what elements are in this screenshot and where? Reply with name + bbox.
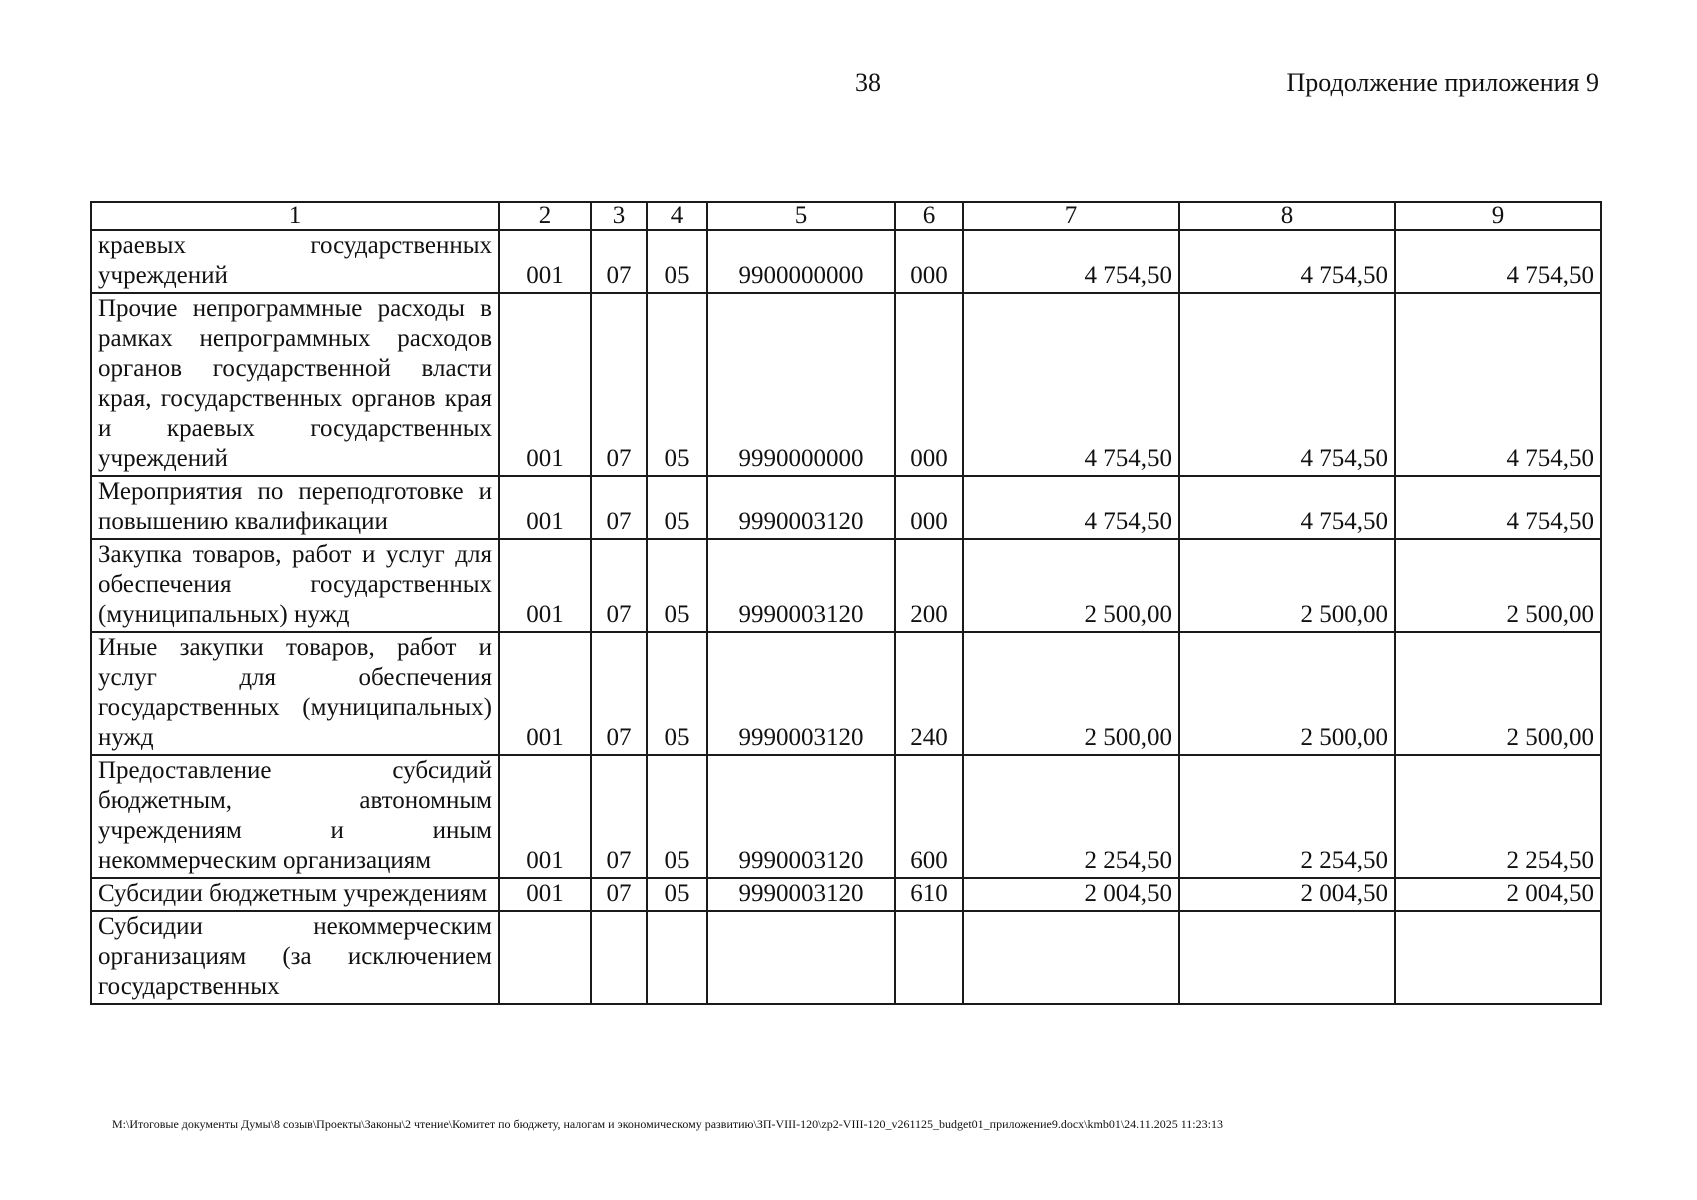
section-code-cell: 07 [591,293,647,476]
target-article-cell: 9990003120 [707,755,895,878]
expense-type-cell: 240 [895,632,963,755]
expense-type-cell: 000 [895,230,963,293]
amount-col9-cell: 4 754,50 [1395,230,1601,293]
amount-col7-cell: 4 754,50 [963,293,1179,476]
item-name-cell: Закупка товаров, работ и услуг для обеспечения государственных (муниципальных) нужд [91,539,499,632]
amount-col8-cell: 2 004,50 [1179,878,1395,911]
subsection-code-cell: 05 [647,293,707,476]
table-row [91,878,1601,911]
target-article-cell: 9990003120 [707,632,895,755]
column-number-cell: 2 [499,202,591,230]
section-code-cell: 07 [591,230,647,293]
subsection-code-cell: 05 [647,632,707,755]
amount-col9-cell: 4 754,50 [1395,476,1601,539]
expense-type-cell: 200 [895,539,963,632]
column-number-cell: 9 [1395,202,1601,230]
table-row [91,632,1601,755]
expense-type-cell: 600 [895,755,963,878]
item-name-cell: краевых государственных учреждений [91,230,499,293]
amount-col8-cell: 4 754,50 [1179,293,1395,476]
section-code-cell: 07 [591,878,647,911]
amount-col7-cell: 2 004,50 [963,878,1179,911]
subsection-code-cell: 05 [647,539,707,632]
document-file-path: M:\Итоговые документы Думы\8 созыв\Проекты\Законы\2 чтение\Комитет по бюджету, налогам и экономическому развитию\ЗП-VIII-120\zp2-VIII-120_v261125_budget01_приложение9.docx\kmb01\24.11.2025 11:23:13 [112,1117,1223,1131]
amount-col7-cell [963,911,1179,1004]
amount-col9-cell: 2 500,00 [1395,632,1601,755]
section-code-cell: 07 [591,539,647,632]
ministry-code-cell [499,911,591,1004]
amount-col7-cell: 2 254,50 [963,755,1179,878]
amount-col8-cell: 2 500,00 [1179,539,1395,632]
appendix-continuation-note: Продолжение приложения 9 [1286,68,1599,97]
table-row [91,539,1601,632]
target-article-cell: 9990000000 [707,293,895,476]
amount-col8-cell: 4 754,50 [1179,230,1395,293]
amount-col9-cell [1395,911,1601,1004]
target-article-cell: 9990003120 [707,476,895,539]
amount-col9-cell: 2 004,50 [1395,878,1601,911]
amount-col9-cell: 2 254,50 [1395,755,1601,878]
item-name-cell: Субсидии бюджетным учреждениям [91,878,499,911]
table-row [91,476,1601,539]
section-code-cell: 07 [591,476,647,539]
table-row [91,293,1601,476]
amount-col8-cell: 4 754,50 [1179,476,1395,539]
amount-col7-cell: 2 500,00 [963,539,1179,632]
ministry-code-cell: 001 [499,878,591,911]
subsection-code-cell: 05 [647,878,707,911]
expense-type-cell: 000 [895,476,963,539]
subsection-code-cell: 05 [647,476,707,539]
amount-col9-cell: 4 754,50 [1395,293,1601,476]
ministry-code-cell: 001 [499,632,591,755]
section-code-cell: 07 [591,632,647,755]
amount-col7-cell: 4 754,50 [963,476,1179,539]
target-article-cell: 9900000000 [707,230,895,293]
ministry-code-cell: 001 [499,476,591,539]
column-number-cell: 8 [1179,202,1395,230]
item-name-cell: Предоставление субсидий бюджетным, автономным учреждениям и иным некоммерческим организациям [91,755,499,878]
subsection-code-cell: 05 [647,230,707,293]
amount-col9-cell: 2 500,00 [1395,539,1601,632]
subsection-code-cell [647,911,707,1004]
expense-type-cell [895,911,963,1004]
column-number-row [91,202,1601,230]
table-row [91,911,1601,1004]
ministry-code-cell: 001 [499,539,591,632]
item-name-cell: Прочие непрограммные расходы в рамках непрограммных расходов органов государственной власти края, государственных органов края и краевых государственных учреждений [91,293,499,476]
ministry-code-cell: 001 [499,755,591,878]
section-code-cell [591,911,647,1004]
amount-col8-cell [1179,911,1395,1004]
item-name-cell: Субсидии некоммерческим организациям (за исключением государственных [91,911,499,1004]
column-number-cell: 4 [647,202,707,230]
ministry-code-cell: 001 [499,230,591,293]
target-article-cell: 9990003120 [707,878,895,911]
column-number-cell: 7 [963,202,1179,230]
amount-col8-cell: 2 500,00 [1179,632,1395,755]
item-name-cell: Мероприятия по переподготовке и повышению квалификации [91,476,499,539]
budget-table [90,201,1602,1005]
amount-col7-cell: 2 500,00 [963,632,1179,755]
page-number: 38 [855,68,881,97]
amount-col7-cell: 4 754,50 [963,230,1179,293]
column-number-cell: 3 [591,202,647,230]
target-article-cell [707,911,895,1004]
column-number-cell: 5 [707,202,895,230]
column-number-cell: 1 [91,202,499,230]
expense-type-cell: 610 [895,878,963,911]
item-name-cell: Иные закупки товаров, работ и услуг для обеспечения государственных (муниципальных) нужд [91,632,499,755]
table-row [91,755,1601,878]
column-number-cell: 6 [895,202,963,230]
amount-col8-cell: 2 254,50 [1179,755,1395,878]
section-code-cell: 07 [591,755,647,878]
subsection-code-cell: 05 [647,755,707,878]
ministry-code-cell: 001 [499,293,591,476]
table-row [91,230,1601,293]
target-article-cell: 9990003120 [707,539,895,632]
expense-type-cell: 000 [895,293,963,476]
